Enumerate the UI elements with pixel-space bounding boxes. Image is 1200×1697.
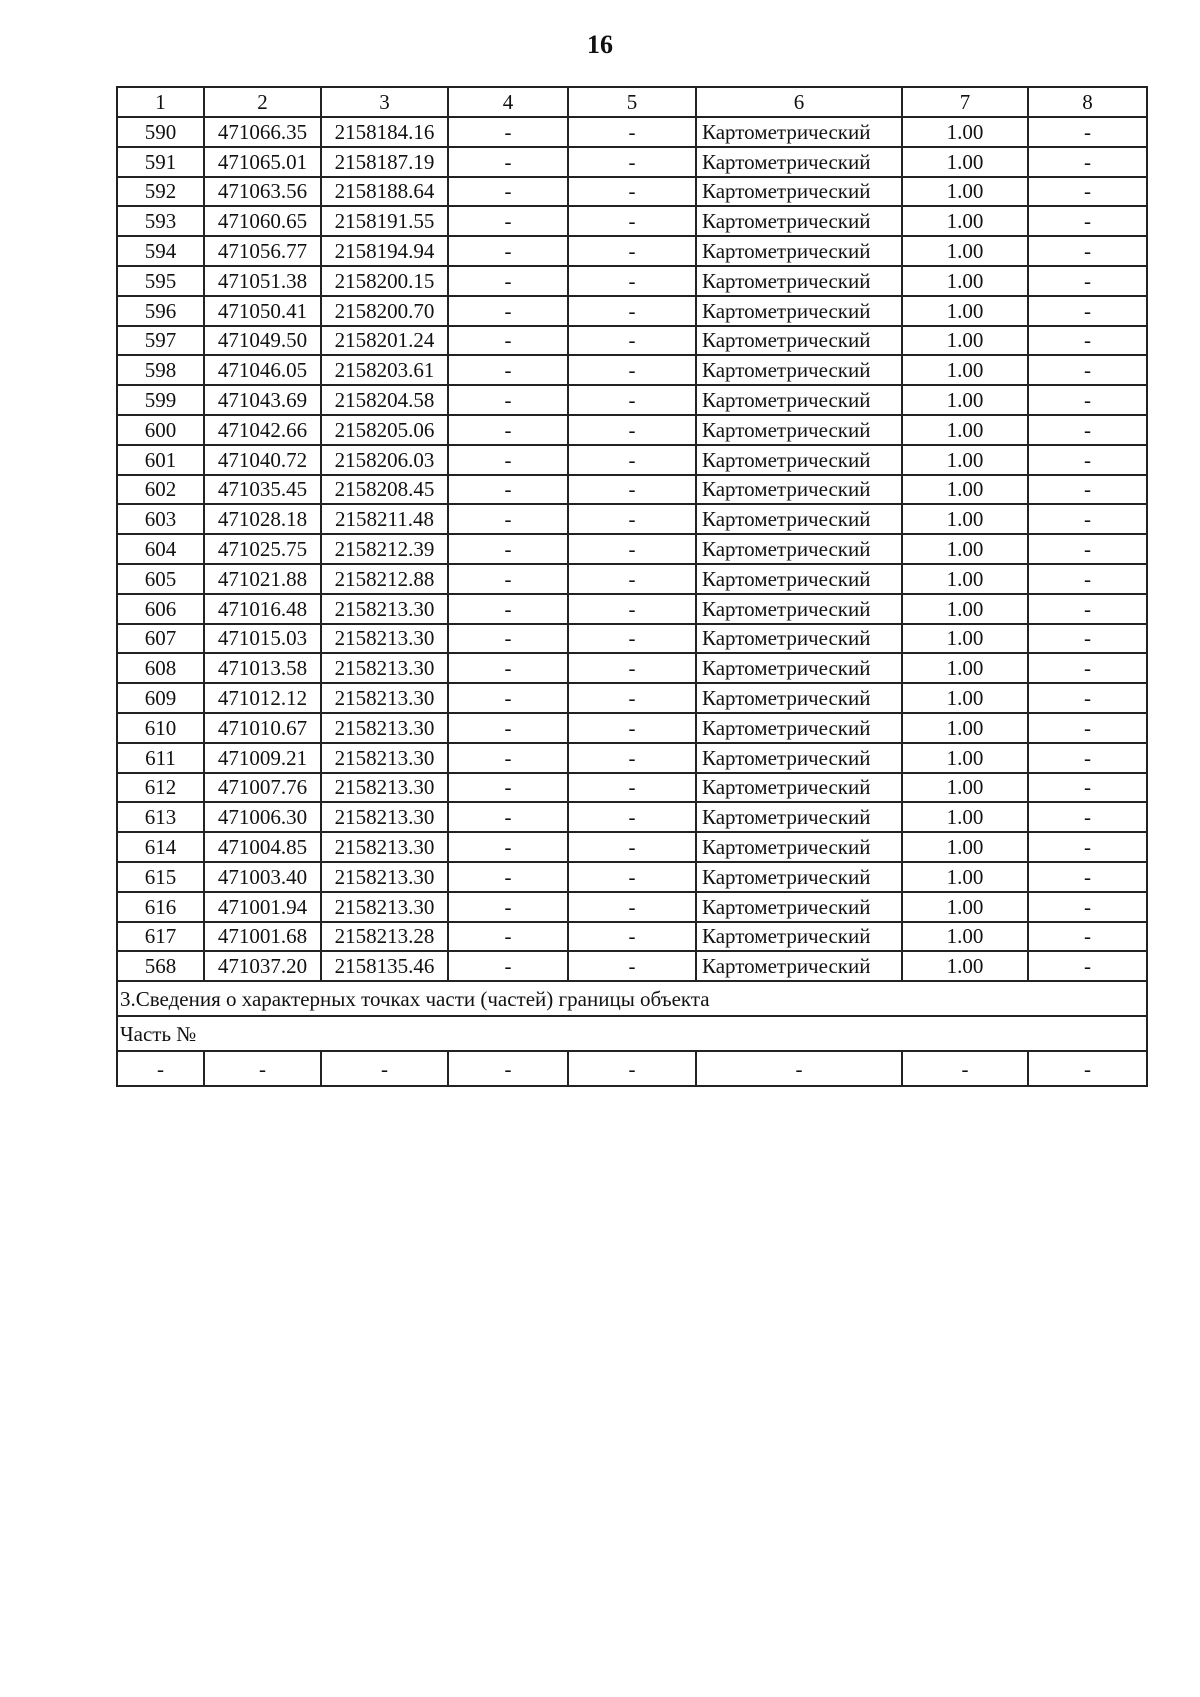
table-cell: - bbox=[448, 177, 568, 207]
point-number-cell: 598 bbox=[117, 355, 204, 385]
table-cell: - bbox=[448, 683, 568, 713]
table-cell: - bbox=[448, 504, 568, 534]
column-header: 2 bbox=[204, 87, 321, 117]
column-header: 7 bbox=[902, 87, 1028, 117]
table-cell: - bbox=[1028, 594, 1147, 624]
table-row bbox=[117, 117, 1147, 147]
table-cell: - bbox=[568, 653, 696, 683]
x-coordinate-cell: 471001.94 bbox=[204, 892, 321, 922]
method-cell: Картометрический bbox=[696, 534, 902, 564]
accuracy-cell: 1.00 bbox=[902, 266, 1028, 296]
point-number-cell: 607 bbox=[117, 624, 204, 654]
table-cell: - bbox=[448, 534, 568, 564]
x-coordinate-cell: 471016.48 bbox=[204, 594, 321, 624]
table-cell: - bbox=[568, 236, 696, 266]
table-cell: - bbox=[448, 892, 568, 922]
point-number-cell: 597 bbox=[117, 326, 204, 356]
table-cell: - bbox=[448, 206, 568, 236]
x-coordinate-cell: 471065.01 bbox=[204, 147, 321, 177]
table-cell: - bbox=[568, 1051, 696, 1086]
table-row bbox=[117, 504, 1147, 534]
point-number-cell: 616 bbox=[117, 892, 204, 922]
table-cell: - bbox=[568, 892, 696, 922]
table-cell: - bbox=[1028, 892, 1147, 922]
table-cell: - bbox=[568, 475, 696, 505]
table-cell: - bbox=[1028, 147, 1147, 177]
accuracy-cell: 1.00 bbox=[902, 564, 1028, 594]
table-cell: - bbox=[1028, 1051, 1147, 1086]
table-cell: - bbox=[1028, 266, 1147, 296]
x-coordinate-cell: 471003.40 bbox=[204, 862, 321, 892]
point-number-cell: 604 bbox=[117, 534, 204, 564]
y-coordinate-cell: 2158213.30 bbox=[321, 862, 448, 892]
y-coordinate-cell: 2158213.30 bbox=[321, 743, 448, 773]
table-cell: - bbox=[448, 922, 568, 952]
y-coordinate-cell: 2158187.19 bbox=[321, 147, 448, 177]
table-row bbox=[117, 326, 1147, 356]
table-cell: - bbox=[448, 743, 568, 773]
part-label-row bbox=[117, 1016, 1147, 1051]
table-footer-section bbox=[117, 981, 1147, 1086]
table-cell: - bbox=[1028, 296, 1147, 326]
table-cell: - bbox=[1028, 743, 1147, 773]
x-coordinate-cell: 471046.05 bbox=[204, 355, 321, 385]
method-cell: Картометрический bbox=[696, 951, 902, 981]
table-header bbox=[117, 87, 1147, 117]
table-cell: - bbox=[568, 683, 696, 713]
table-cell: - bbox=[448, 385, 568, 415]
y-coordinate-cell: 2158206.03 bbox=[321, 445, 448, 475]
table-cell: - bbox=[568, 624, 696, 654]
method-cell: Картометрический bbox=[696, 147, 902, 177]
method-cell: Картометрический bbox=[696, 504, 902, 534]
accuracy-cell: 1.00 bbox=[902, 951, 1028, 981]
method-cell: Картометрический bbox=[696, 743, 902, 773]
point-number-cell: 606 bbox=[117, 594, 204, 624]
point-number-cell: 615 bbox=[117, 862, 204, 892]
method-cell: Картометрический bbox=[696, 713, 902, 743]
table-cell: - bbox=[568, 206, 696, 236]
table-cell: - bbox=[1028, 862, 1147, 892]
x-coordinate-cell: 471056.77 bbox=[204, 236, 321, 266]
column-header: 8 bbox=[1028, 87, 1147, 117]
table-cell: - bbox=[568, 594, 696, 624]
table-cell: - bbox=[448, 951, 568, 981]
accuracy-cell: 1.00 bbox=[902, 802, 1028, 832]
table-cell: - bbox=[448, 564, 568, 594]
method-cell: Картометрический bbox=[696, 355, 902, 385]
y-coordinate-cell: 2158205.06 bbox=[321, 415, 448, 445]
table-cell: - bbox=[1028, 653, 1147, 683]
y-coordinate-cell: 2158213.30 bbox=[321, 683, 448, 713]
y-coordinate-cell: 2158211.48 bbox=[321, 504, 448, 534]
accuracy-cell: 1.00 bbox=[902, 117, 1028, 147]
table-cell: - bbox=[902, 1051, 1028, 1086]
column-header: 1 bbox=[117, 87, 204, 117]
y-coordinate-cell: 2158201.24 bbox=[321, 326, 448, 356]
y-coordinate-cell: 2158213.30 bbox=[321, 802, 448, 832]
table-row bbox=[117, 892, 1147, 922]
method-cell: Картометрический bbox=[696, 653, 902, 683]
x-coordinate-cell: 471063.56 bbox=[204, 177, 321, 207]
table-cell: - bbox=[448, 415, 568, 445]
table-cell: - bbox=[1028, 624, 1147, 654]
table-cell: - bbox=[1028, 355, 1147, 385]
table-cell: - bbox=[568, 504, 696, 534]
table-cell: - bbox=[1028, 683, 1147, 713]
y-coordinate-cell: 2158184.16 bbox=[321, 117, 448, 147]
table-cell: - bbox=[1028, 117, 1147, 147]
point-number-cell: 599 bbox=[117, 385, 204, 415]
x-coordinate-cell: 471015.03 bbox=[204, 624, 321, 654]
table-body bbox=[117, 117, 1147, 981]
table-cell: - bbox=[568, 445, 696, 475]
part-label: Часть № bbox=[117, 1016, 1147, 1051]
table-cell: - bbox=[448, 594, 568, 624]
table-cell: - bbox=[568, 951, 696, 981]
accuracy-cell: 1.00 bbox=[902, 653, 1028, 683]
table-cell: - bbox=[1028, 832, 1147, 862]
x-coordinate-cell: 471049.50 bbox=[204, 326, 321, 356]
method-cell: Картометрический bbox=[696, 326, 902, 356]
accuracy-cell: 1.00 bbox=[902, 713, 1028, 743]
y-coordinate-cell: 2158212.88 bbox=[321, 564, 448, 594]
table-cell: - bbox=[448, 117, 568, 147]
section-title: 3.Сведения о характерных точках части (частей) границы объекта bbox=[117, 981, 1147, 1016]
method-cell: Картометрический bbox=[696, 624, 902, 654]
point-number-cell: 609 bbox=[117, 683, 204, 713]
y-coordinate-cell: 2158194.94 bbox=[321, 236, 448, 266]
table-cell: - bbox=[448, 713, 568, 743]
table-cell: - bbox=[1028, 922, 1147, 952]
table-cell: - bbox=[1028, 713, 1147, 743]
table-cell: - bbox=[568, 147, 696, 177]
table-cell: - bbox=[568, 802, 696, 832]
table-row bbox=[117, 236, 1147, 266]
accuracy-cell: 1.00 bbox=[902, 862, 1028, 892]
table-cell: - bbox=[1028, 534, 1147, 564]
method-cell: Картометрический bbox=[696, 475, 902, 505]
column-header: 3 bbox=[321, 87, 448, 117]
method-cell: Картометрический bbox=[696, 236, 902, 266]
method-cell: Картометрический bbox=[696, 117, 902, 147]
y-coordinate-cell: 2158200.15 bbox=[321, 266, 448, 296]
x-coordinate-cell: 471035.45 bbox=[204, 475, 321, 505]
table-cell: - bbox=[568, 773, 696, 803]
y-coordinate-cell: 2158213.30 bbox=[321, 594, 448, 624]
accuracy-cell: 1.00 bbox=[902, 743, 1028, 773]
accuracy-cell: 1.00 bbox=[902, 683, 1028, 713]
point-number-cell: 614 bbox=[117, 832, 204, 862]
method-cell: Картометрический bbox=[696, 296, 902, 326]
table-cell: - bbox=[448, 326, 568, 356]
x-coordinate-cell: 471010.67 bbox=[204, 713, 321, 743]
accuracy-cell: 1.00 bbox=[902, 206, 1028, 236]
y-coordinate-cell: 2158204.58 bbox=[321, 385, 448, 415]
table-cell: - bbox=[568, 922, 696, 952]
accuracy-cell: 1.00 bbox=[902, 326, 1028, 356]
table-row bbox=[117, 147, 1147, 177]
y-coordinate-cell: 2158213.30 bbox=[321, 832, 448, 862]
y-coordinate-cell: 2158212.39 bbox=[321, 534, 448, 564]
table-cell: - bbox=[448, 624, 568, 654]
table-row bbox=[117, 922, 1147, 952]
table-cell: - bbox=[1028, 445, 1147, 475]
accuracy-cell: 1.00 bbox=[902, 832, 1028, 862]
y-coordinate-cell: 2158208.45 bbox=[321, 475, 448, 505]
table-cell: - bbox=[448, 355, 568, 385]
table-row bbox=[117, 594, 1147, 624]
method-cell: Картометрический bbox=[696, 773, 902, 803]
method-cell: Картометрический bbox=[696, 594, 902, 624]
point-number-cell: 610 bbox=[117, 713, 204, 743]
column-header: 6 bbox=[696, 87, 902, 117]
table-cell: - bbox=[1028, 564, 1147, 594]
x-coordinate-cell: 471028.18 bbox=[204, 504, 321, 534]
accuracy-cell: 1.00 bbox=[902, 892, 1028, 922]
y-coordinate-cell: 2158191.55 bbox=[321, 206, 448, 236]
table-row bbox=[117, 653, 1147, 683]
point-number-cell: 613 bbox=[117, 802, 204, 832]
table-row bbox=[117, 743, 1147, 773]
column-header: 5 bbox=[568, 87, 696, 117]
accuracy-cell: 1.00 bbox=[902, 177, 1028, 207]
method-cell: Картометрический bbox=[696, 564, 902, 594]
table-row bbox=[117, 445, 1147, 475]
point-number-cell: 605 bbox=[117, 564, 204, 594]
table-cell: - bbox=[568, 177, 696, 207]
table-cell: - bbox=[568, 832, 696, 862]
table-row bbox=[117, 355, 1147, 385]
table-cell: - bbox=[448, 802, 568, 832]
table-row bbox=[117, 206, 1147, 236]
method-cell: Картометрический bbox=[696, 445, 902, 475]
table-row bbox=[117, 475, 1147, 505]
table-cell: - bbox=[321, 1051, 448, 1086]
table-cell: - bbox=[696, 1051, 902, 1086]
table-cell: - bbox=[448, 862, 568, 892]
x-coordinate-cell: 471025.75 bbox=[204, 534, 321, 564]
x-coordinate-cell: 471007.76 bbox=[204, 773, 321, 803]
accuracy-cell: 1.00 bbox=[902, 445, 1028, 475]
method-cell: Картометрический bbox=[696, 177, 902, 207]
table-cell: - bbox=[448, 266, 568, 296]
table-cell: - bbox=[1028, 236, 1147, 266]
point-number-cell: 602 bbox=[117, 475, 204, 505]
table-cell: - bbox=[568, 355, 696, 385]
table-cell: - bbox=[448, 147, 568, 177]
method-cell: Картометрический bbox=[696, 266, 902, 296]
coordinates-table bbox=[116, 86, 1148, 1087]
method-cell: Картометрический bbox=[696, 922, 902, 952]
table-row bbox=[117, 802, 1147, 832]
method-cell: Картометрический bbox=[696, 206, 902, 236]
y-coordinate-cell: 2158213.30 bbox=[321, 892, 448, 922]
header-row bbox=[117, 87, 1147, 117]
table-row bbox=[117, 832, 1147, 862]
x-coordinate-cell: 471004.85 bbox=[204, 832, 321, 862]
table-cell: - bbox=[568, 415, 696, 445]
y-coordinate-cell: 2158135.46 bbox=[321, 951, 448, 981]
x-coordinate-cell: 471001.68 bbox=[204, 922, 321, 952]
x-coordinate-cell: 471009.21 bbox=[204, 743, 321, 773]
y-coordinate-cell: 2158200.70 bbox=[321, 296, 448, 326]
table-cell: - bbox=[448, 475, 568, 505]
table-cell: - bbox=[568, 564, 696, 594]
table-cell: - bbox=[448, 236, 568, 266]
table-cell: - bbox=[568, 713, 696, 743]
section-title-row bbox=[117, 981, 1147, 1016]
x-coordinate-cell: 471060.65 bbox=[204, 206, 321, 236]
point-number-cell: 594 bbox=[117, 236, 204, 266]
x-coordinate-cell: 471043.69 bbox=[204, 385, 321, 415]
point-number-cell: 603 bbox=[117, 504, 204, 534]
point-number-cell: 568 bbox=[117, 951, 204, 981]
accuracy-cell: 1.00 bbox=[902, 922, 1028, 952]
table-row bbox=[117, 951, 1147, 981]
table-cell: - bbox=[448, 773, 568, 803]
accuracy-cell: 1.00 bbox=[902, 773, 1028, 803]
accuracy-cell: 1.00 bbox=[902, 385, 1028, 415]
x-coordinate-cell: 471021.88 bbox=[204, 564, 321, 594]
accuracy-cell: 1.00 bbox=[902, 415, 1028, 445]
y-coordinate-cell: 2158213.30 bbox=[321, 713, 448, 743]
point-number-cell: 592 bbox=[117, 177, 204, 207]
table-row bbox=[117, 415, 1147, 445]
method-cell: Картометрический bbox=[696, 415, 902, 445]
point-number-cell: 600 bbox=[117, 415, 204, 445]
accuracy-cell: 1.00 bbox=[902, 624, 1028, 654]
point-number-cell: 596 bbox=[117, 296, 204, 326]
table-cell: - bbox=[568, 266, 696, 296]
x-coordinate-cell: 471040.72 bbox=[204, 445, 321, 475]
table-cell: - bbox=[1028, 475, 1147, 505]
accuracy-cell: 1.00 bbox=[902, 475, 1028, 505]
table-row bbox=[117, 534, 1147, 564]
y-coordinate-cell: 2158213.30 bbox=[321, 624, 448, 654]
table-cell: - bbox=[448, 832, 568, 862]
x-coordinate-cell: 471050.41 bbox=[204, 296, 321, 326]
accuracy-cell: 1.00 bbox=[902, 236, 1028, 266]
table-cell: - bbox=[1028, 385, 1147, 415]
accuracy-cell: 1.00 bbox=[902, 147, 1028, 177]
x-coordinate-cell: 471051.38 bbox=[204, 266, 321, 296]
method-cell: Картометрический bbox=[696, 832, 902, 862]
table-cell: - bbox=[117, 1051, 204, 1086]
y-coordinate-cell: 2158203.61 bbox=[321, 355, 448, 385]
point-number-cell: 591 bbox=[117, 147, 204, 177]
table-row bbox=[117, 773, 1147, 803]
table-cell: - bbox=[448, 653, 568, 683]
point-number-cell: 590 bbox=[117, 117, 204, 147]
point-number-cell: 617 bbox=[117, 922, 204, 952]
method-cell: Картометрический bbox=[696, 385, 902, 415]
table-cell: - bbox=[1028, 504, 1147, 534]
y-coordinate-cell: 2158213.30 bbox=[321, 773, 448, 803]
table-cell: - bbox=[1028, 951, 1147, 981]
table-cell: - bbox=[1028, 206, 1147, 236]
table-cell: - bbox=[1028, 177, 1147, 207]
table-cell: - bbox=[568, 862, 696, 892]
table-row bbox=[117, 683, 1147, 713]
x-coordinate-cell: 471037.20 bbox=[204, 951, 321, 981]
method-cell: Картометрический bbox=[696, 892, 902, 922]
table-row bbox=[117, 564, 1147, 594]
point-number-cell: 608 bbox=[117, 653, 204, 683]
table-cell: - bbox=[568, 296, 696, 326]
x-coordinate-cell: 471013.58 bbox=[204, 653, 321, 683]
accuracy-cell: 1.00 bbox=[902, 534, 1028, 564]
x-coordinate-cell: 471012.12 bbox=[204, 683, 321, 713]
table-row bbox=[117, 266, 1147, 296]
x-coordinate-cell: 471042.66 bbox=[204, 415, 321, 445]
table-row bbox=[117, 296, 1147, 326]
table-cell: - bbox=[568, 743, 696, 773]
table-cell: - bbox=[448, 1051, 568, 1086]
table-cell: - bbox=[448, 445, 568, 475]
table-cell: - bbox=[204, 1051, 321, 1086]
blank-row bbox=[117, 1051, 1147, 1086]
table-cell: - bbox=[568, 534, 696, 564]
point-number-cell: 595 bbox=[117, 266, 204, 296]
table-cell: - bbox=[448, 296, 568, 326]
table-cell: - bbox=[1028, 326, 1147, 356]
point-number-cell: 601 bbox=[117, 445, 204, 475]
method-cell: Картометрический bbox=[696, 862, 902, 892]
table-cell: - bbox=[1028, 773, 1147, 803]
table-row bbox=[117, 177, 1147, 207]
table-cell: - bbox=[1028, 415, 1147, 445]
x-coordinate-cell: 471066.35 bbox=[204, 117, 321, 147]
accuracy-cell: 1.00 bbox=[902, 594, 1028, 624]
method-cell: Картометрический bbox=[696, 802, 902, 832]
point-number-cell: 612 bbox=[117, 773, 204, 803]
method-cell: Картометрический bbox=[696, 683, 902, 713]
table-cell: - bbox=[568, 117, 696, 147]
table-cell: - bbox=[568, 385, 696, 415]
table-cell: - bbox=[568, 326, 696, 356]
accuracy-cell: 1.00 bbox=[902, 355, 1028, 385]
point-number-cell: 611 bbox=[117, 743, 204, 773]
table-row bbox=[117, 624, 1147, 654]
accuracy-cell: 1.00 bbox=[902, 504, 1028, 534]
y-coordinate-cell: 2158213.28 bbox=[321, 922, 448, 952]
table-row bbox=[117, 862, 1147, 892]
y-coordinate-cell: 2158213.30 bbox=[321, 653, 448, 683]
accuracy-cell: 1.00 bbox=[902, 296, 1028, 326]
table-cell: - bbox=[1028, 802, 1147, 832]
table-row bbox=[117, 713, 1147, 743]
point-number-cell: 593 bbox=[117, 206, 204, 236]
table-row bbox=[117, 385, 1147, 415]
page-number: 16 bbox=[587, 30, 613, 59]
x-coordinate-cell: 471006.30 bbox=[204, 802, 321, 832]
column-header: 4 bbox=[448, 87, 568, 117]
y-coordinate-cell: 2158188.64 bbox=[321, 177, 448, 207]
